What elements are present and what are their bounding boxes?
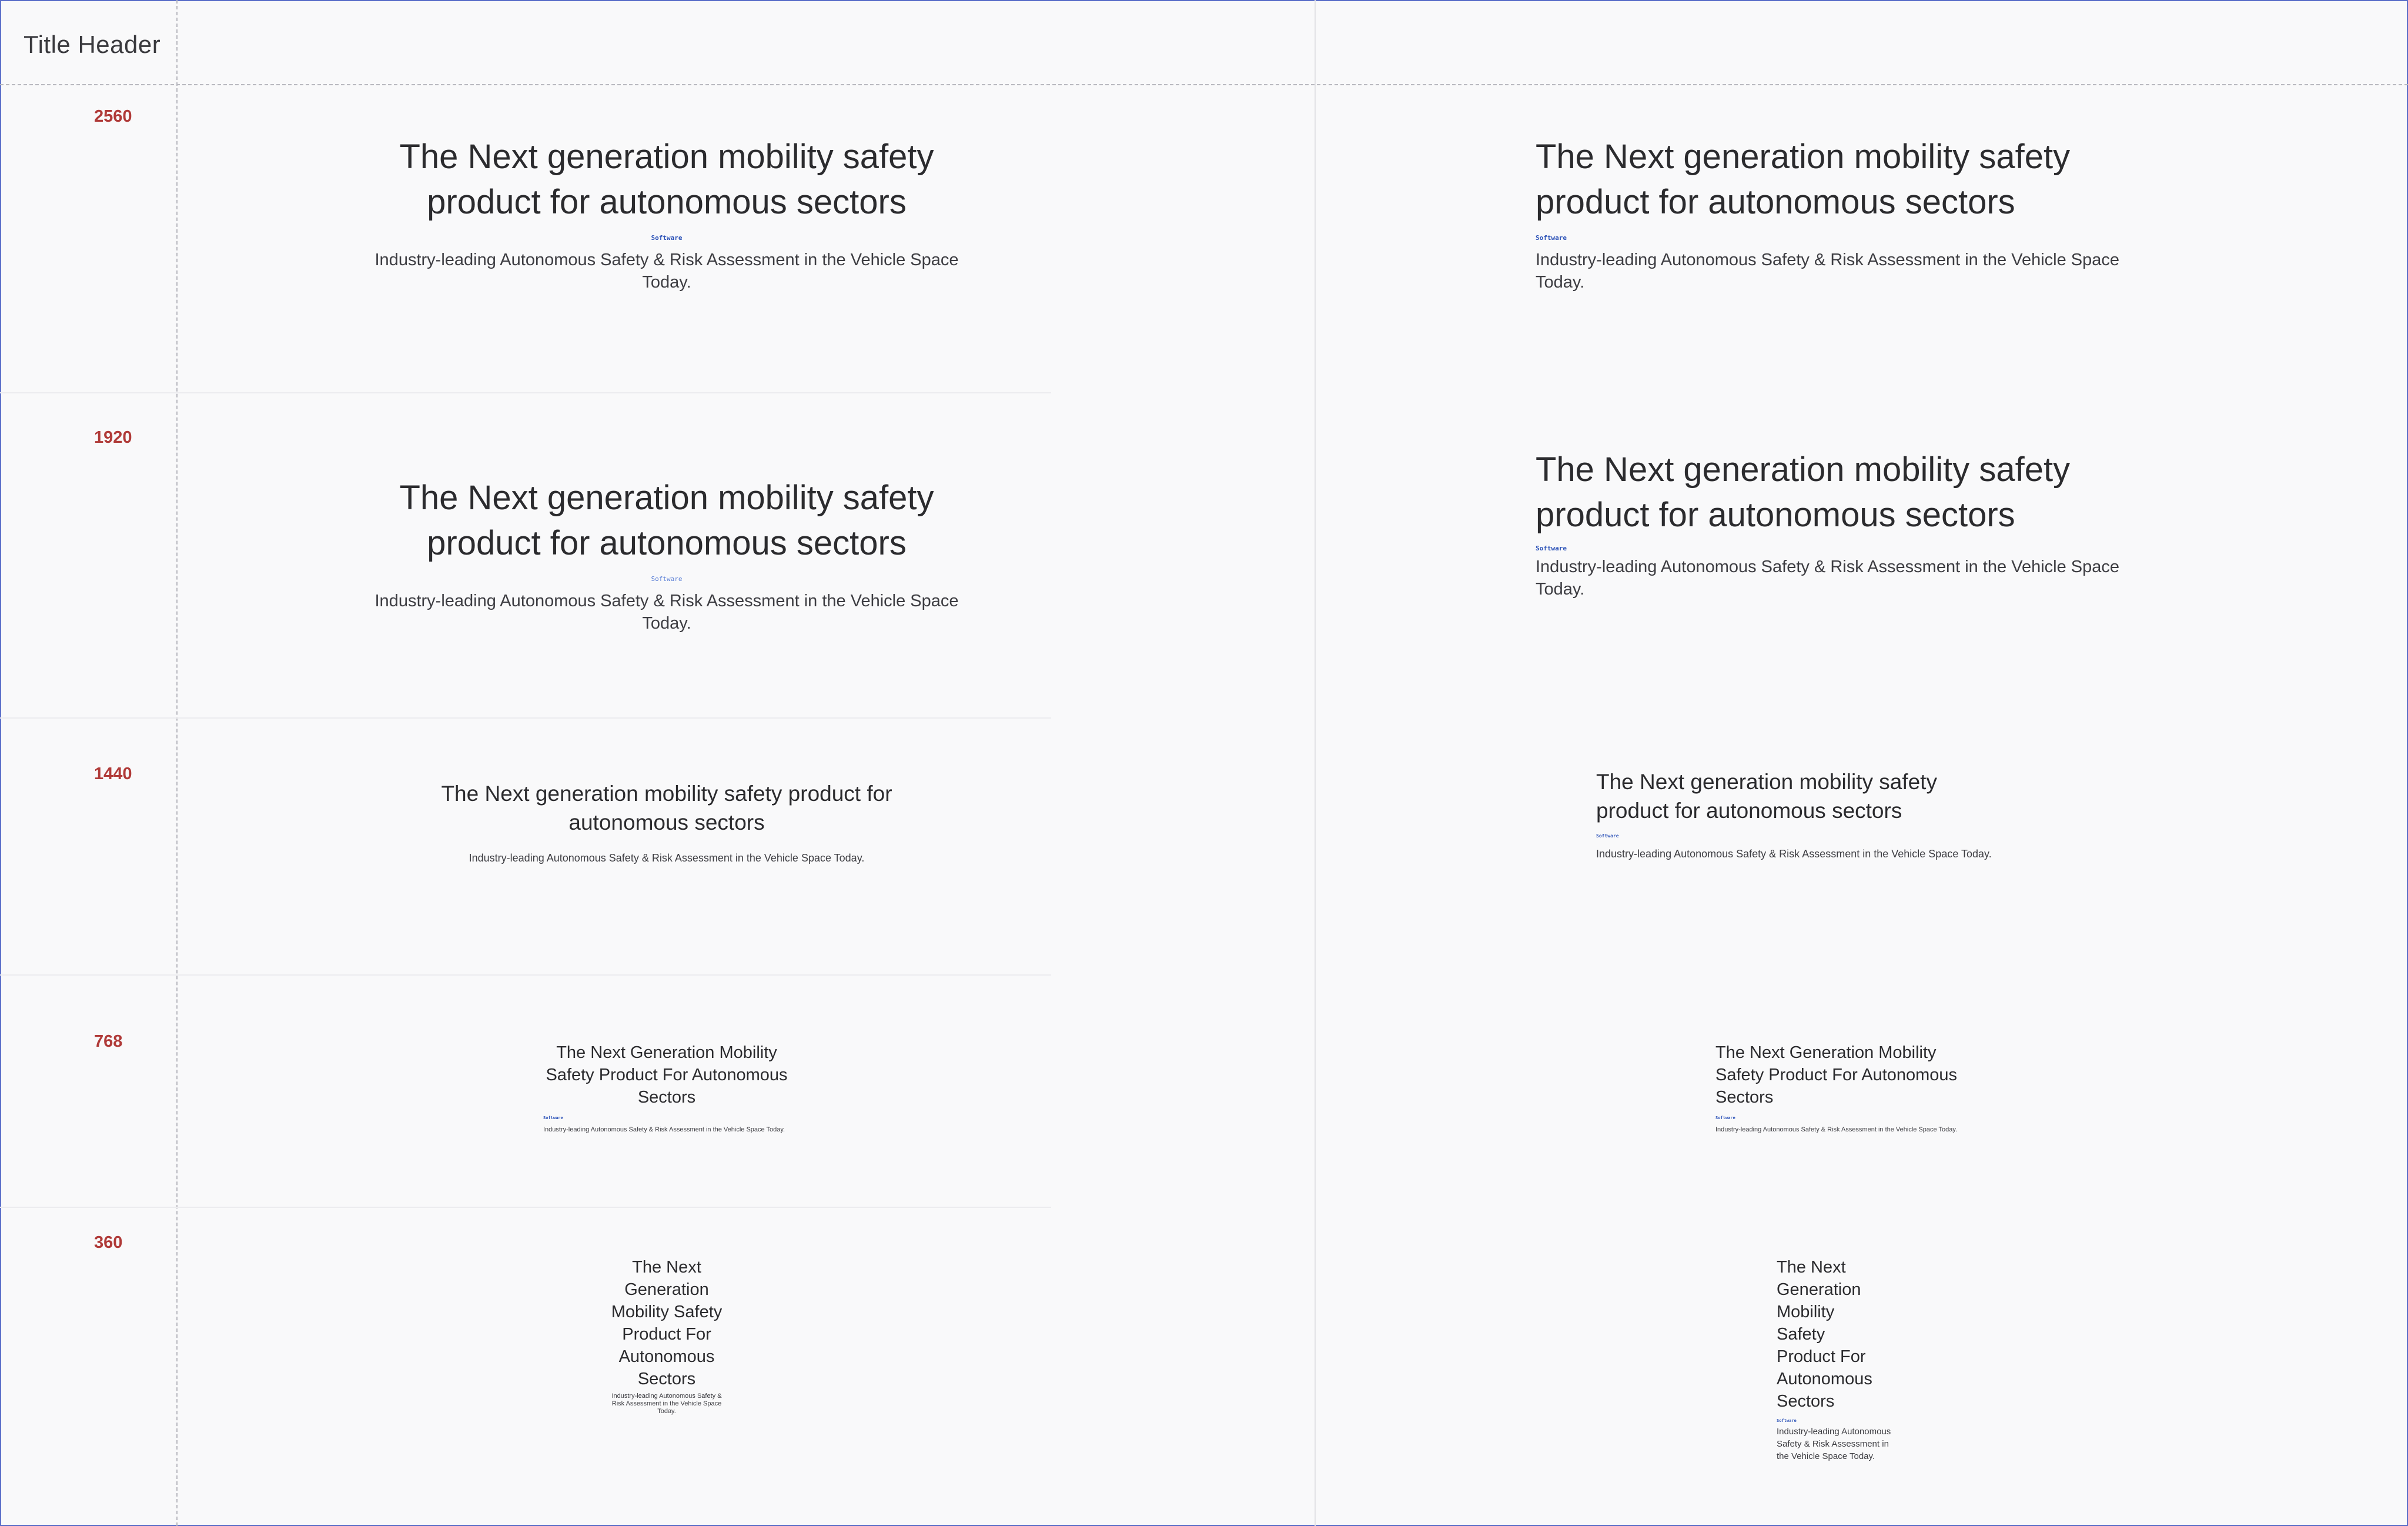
row-divider <box>0 392 1051 393</box>
hero-heading: The Next generation mobility safety product for autonomous sectors <box>399 138 934 221</box>
hero-tag: Software <box>651 234 683 242</box>
hero-heading: The Next generation mobility safety product for autonomous sectors <box>441 782 892 834</box>
hero-768-left <box>1715 1041 1962 1134</box>
hero-heading: The Next generation mobility safety product for autonomous sectors <box>1536 138 2071 221</box>
hero-heading: The Next generation mobility safety product for autonomous sectors <box>1596 770 1937 823</box>
hero-360-centered <box>602 1256 731 1415</box>
hero-heading: The Next generation mobility safety product for autonomous sectors <box>1536 450 2071 534</box>
hero-tag: Software <box>543 1116 563 1120</box>
hero-1920-centered <box>373 475 961 635</box>
hero-2560-centered <box>373 134 961 293</box>
hero-2560-left <box>1536 134 2123 293</box>
breakpoint-label-1440: 1440 <box>94 764 132 783</box>
hero-360-left <box>1777 1256 1900 1462</box>
hero-heading: The Next generation mobility safety product for autonomous sectors <box>399 479 934 562</box>
hero-subtitle: Industry-leading Autonomous Safety & Risk Assessment in the Vehicle Space Today. <box>611 1393 722 1415</box>
hero-subtitle: Industry-leading Autonomous Safety & Risk Assessment in the Vehicle Space Today. <box>1715 1126 1958 1133</box>
hero-tag: Software <box>1536 234 1567 242</box>
hero-subtitle: Industry-leading Autonomous Safety & Risk Assessment in the Vehicle Space Today. <box>469 852 865 864</box>
hero-1920-left <box>1536 447 2123 600</box>
hero-768-centered <box>543 1041 790 1134</box>
hero-heading: The Next Generation Mobility Safety Product For Autonomous Sectors <box>611 1258 723 1388</box>
column-divider <box>1315 0 1316 1526</box>
hero-tag: Software <box>1777 1418 1797 1423</box>
breakpoint-label-768: 768 <box>94 1032 123 1051</box>
header-divider <box>0 84 2408 85</box>
hero-subtitle: Industry-leading Autonomous Safety & Risk Assessment in the Vehicle Space Today. <box>1596 848 1992 860</box>
hero-heading: The Next Generation Mobility Safety Product For Autonomous Sectors <box>1777 1258 1872 1411</box>
hero-tag: Software <box>651 575 683 583</box>
hero-subtitle: Industry-leading Autonomous Safety & Risk Assessment in the Vehicle Space Today. <box>1536 557 2119 599</box>
row-divider <box>0 1207 1051 1208</box>
breakpoint-label-360: 360 <box>94 1233 123 1252</box>
breakpoint-label-2560: 2560 <box>94 107 132 126</box>
breakpoint-label-1920: 1920 <box>94 428 132 447</box>
hero-subtitle: Industry-leading Autonomous Safety & Risk Assessment in the Vehicle Space Today. <box>543 1126 785 1133</box>
hero-tag: Software <box>1715 1116 1735 1120</box>
row-divider <box>0 717 1051 719</box>
hero-subtitle: Industry-leading Autonomous Safety & Risk Assessment in the Vehicle Space Today. <box>1536 251 2119 292</box>
page-title: Title Header <box>24 31 161 58</box>
hero-heading: The Next Generation Mobility Safety Product For Autonomous Sectors <box>1715 1043 1958 1107</box>
hero-subtitle: Industry-leading Autonomous Safety & Risk Assessment in the Vehicle Space Today. <box>374 251 959 292</box>
hero-tag: Software <box>1536 545 1567 552</box>
hero-tag: Software <box>1596 833 1619 839</box>
hero-1440-centered <box>408 779 925 865</box>
hero-subtitle: Industry-leading Autonomous Safety & Risk Assessment in the Vehicle Space Today. <box>374 592 959 633</box>
hero-1440-left <box>1596 767 2008 861</box>
row-divider <box>0 974 1051 976</box>
breakpoint-label-column <box>0 0 178 1526</box>
hero-heading: The Next Generation Mobility Safety Product For Autonomous Sectors <box>546 1043 788 1107</box>
hero-subtitle: Industry-leading Autonomous Safety & Risk Assessment in the Vehicle Space Today. <box>1777 1427 1891 1461</box>
